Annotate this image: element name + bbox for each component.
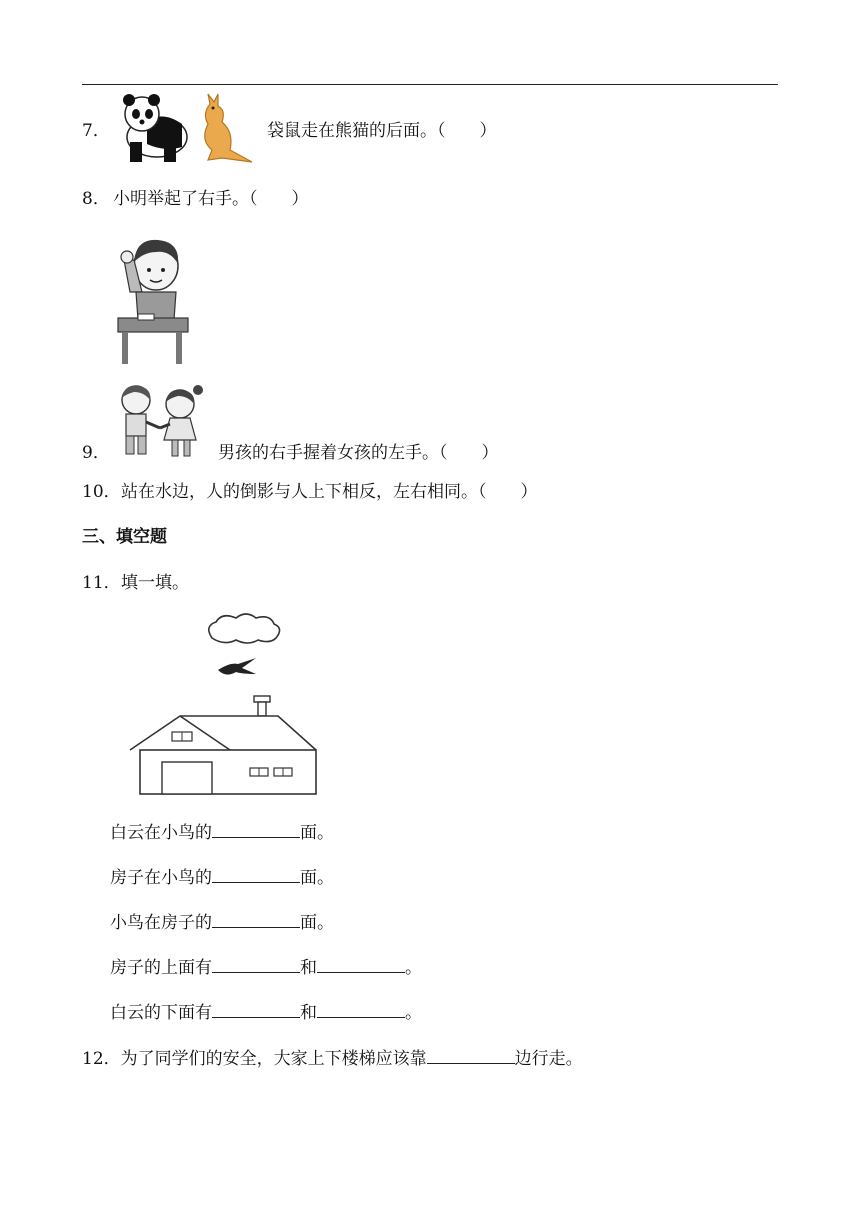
answer-blank[interactable] [212,864,300,883]
question-11-text: 填一填。 [121,573,189,593]
section-title: 三、填空题 [82,527,167,547]
cloud-shape [209,614,280,643]
question-10-number: 10． [82,482,121,502]
answer-blank[interactable] [212,999,300,1018]
question-8-number: 8． [82,189,110,209]
fill-line-4 [110,954,422,979]
panda-kangaroo-image [112,92,254,166]
header-rule [82,84,778,85]
question-7-text: 袋鼠走在熊猫的后面。（ ） [267,121,497,141]
answer-blank[interactable] [212,909,300,928]
fill-suffix: 。 [405,1003,422,1023]
fill-prefix: 房子在小鸟的 [110,868,212,888]
fill-suffix: 面。 [300,913,334,933]
fill-suffix: 面。 [300,823,334,843]
question-10-text: 站在水边，人的倒影与人上下相反，左右相同。（ ） [121,482,538,502]
question-9-text: 男孩的右手握着女孩的左手。（ ） [218,443,499,463]
fill-line-1 [110,819,334,844]
question-7-number: 7． [82,121,110,141]
fill-prefix: 房子的上面有 [110,958,212,978]
fill-line-5 [110,999,422,1024]
boy-raising-hand-image [112,232,192,366]
answer-blank[interactable] [212,954,300,973]
fill-prefix: 白云的下面有 [110,1003,212,1023]
fill-middle: 和 [300,958,317,978]
question-12-prefix: 为了同学们的安全，大家上下楼梯应该靠 [120,1049,427,1069]
cloud-bird-house-image [126,612,322,802]
fill-line-2 [110,864,334,889]
boy-girl-holding-hands-image [110,382,210,462]
answer-blank[interactable] [212,819,300,838]
question-8-text: 小明举起了右手。（ ） [113,189,309,209]
fill-line-3 [110,909,334,934]
question-12-number: 12． [82,1049,121,1069]
answer-blank[interactable] [317,954,405,973]
fill-prefix: 小鸟在房子的 [110,913,212,933]
fill-suffix: 面。 [300,868,334,888]
question-9-number: 9． [82,443,110,463]
question-12-suffix: 边行走。 [514,1049,583,1069]
question-11-number: 11． [82,573,121,593]
fill-middle: 和 [300,1003,317,1023]
bird-shape [218,658,256,675]
fill-suffix: 。 [405,958,422,978]
question-12-line [82,1045,583,1070]
fill-prefix: 白云在小鸟的 [110,823,212,843]
answer-blank[interactable] [427,1045,515,1064]
answer-blank[interactable] [317,999,405,1018]
